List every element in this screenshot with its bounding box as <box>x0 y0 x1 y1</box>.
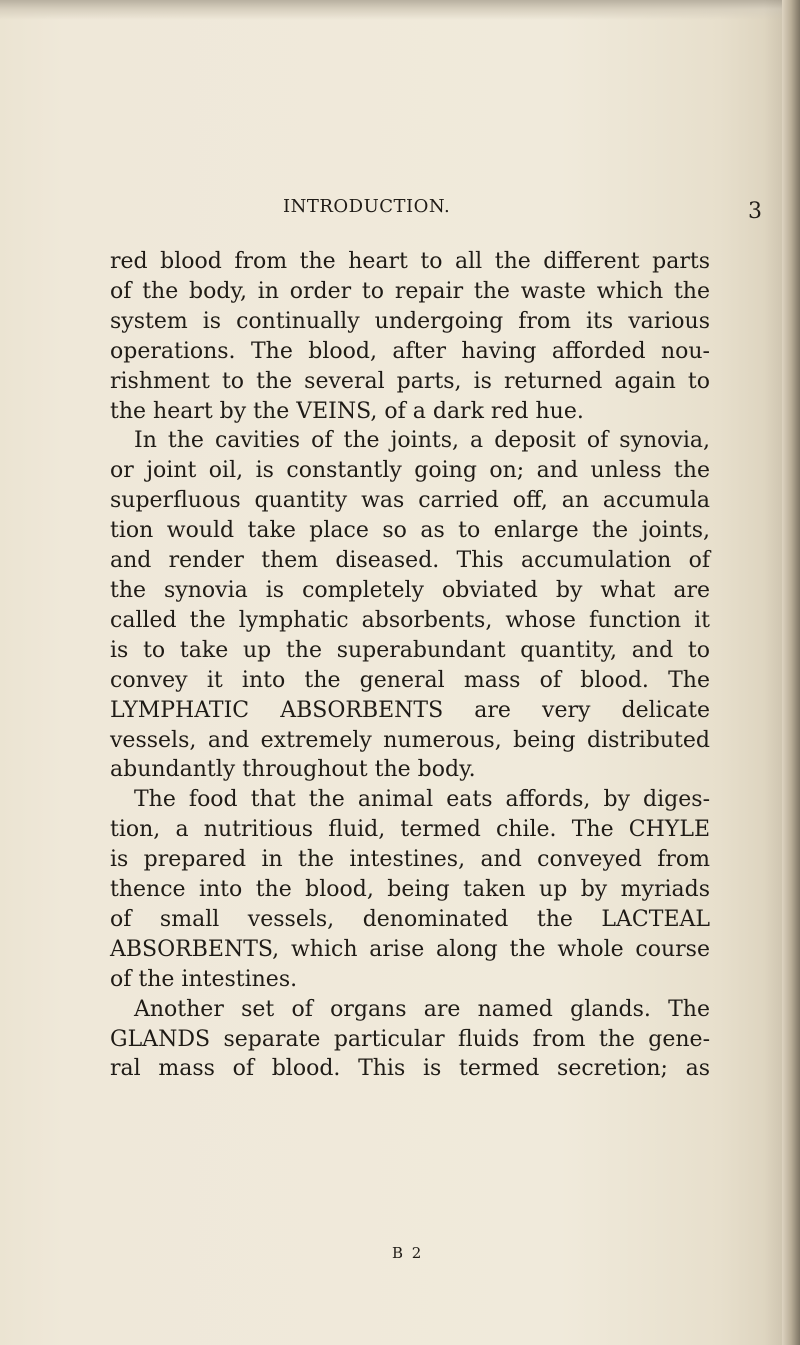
body-line: of small vessels, denominated the LACTEAL <box>110 906 710 932</box>
body-line: The food that the animal eats affords, by diges- <box>134 787 710 813</box>
body-line: of the intestines. <box>110 966 298 992</box>
body-line: In the cavities of the joints, a deposit of synovia, <box>134 428 710 454</box>
body-line: ABSORBENTS, which arise along the whole course <box>110 936 710 962</box>
body-line: called the lymphatic absorbents, whose function it <box>110 607 710 633</box>
body-line: system is continually undergoing from its various <box>110 308 710 334</box>
body-line: tion, a nutritious fluid, termed chile. The CHYLE <box>110 817 710 843</box>
body-line: the synovia is completely obviated by what are <box>110 577 710 603</box>
binding-shadow <box>764 0 782 1345</box>
body-line: and render them diseased. This accumulation of <box>110 548 710 574</box>
body-line: Another set of organs are named glands. The <box>134 996 710 1022</box>
body-line: of the body, in order to repair the waste which the <box>110 278 710 304</box>
body-line: tion would take place so as to enlarge the joints, <box>110 518 710 544</box>
body-line: ral mass of blood. This is termed secretion; as <box>110 1056 710 1082</box>
signature-mark: B 2 <box>392 1244 424 1262</box>
body-line: the heart by the VEINS, of a dark red hue. <box>110 398 584 424</box>
body-line: LYMPHATIC ABSORBENTS are very delicate <box>110 697 710 723</box>
page-number: 3 <box>748 199 762 224</box>
body-line: GLANDS separate particular fluids from the gene- <box>110 1026 710 1052</box>
body-line: superfluous quantity was carried off, an accumula <box>110 488 710 514</box>
body-line: is to take up the superabundant quantity, and to <box>110 637 710 663</box>
page-edge <box>782 0 800 1345</box>
body-line: red blood from the heart to all the different parts <box>110 249 710 274</box>
page-top-shadow <box>0 0 800 20</box>
body-line: vessels, and extremely numerous, being distributed <box>110 727 710 753</box>
body-text <box>110 247 710 1084</box>
body-line: is prepared in the intestines, and conveyed from <box>110 847 710 873</box>
body-line: or joint oil, is constantly going on; and unless the <box>110 458 710 484</box>
running-header: INTRODUCTION. <box>283 196 451 217</box>
body-line: operations. The blood, after having afforded nou- <box>110 338 710 364</box>
body-line: thence into the blood, being taken up by myriads <box>110 877 710 903</box>
body-line: abundantly throughout the body. <box>110 757 476 783</box>
body-line: rishment to the several parts, is returned again to <box>110 368 710 394</box>
body-line: convey it into the general mass of blood. The <box>110 667 710 693</box>
